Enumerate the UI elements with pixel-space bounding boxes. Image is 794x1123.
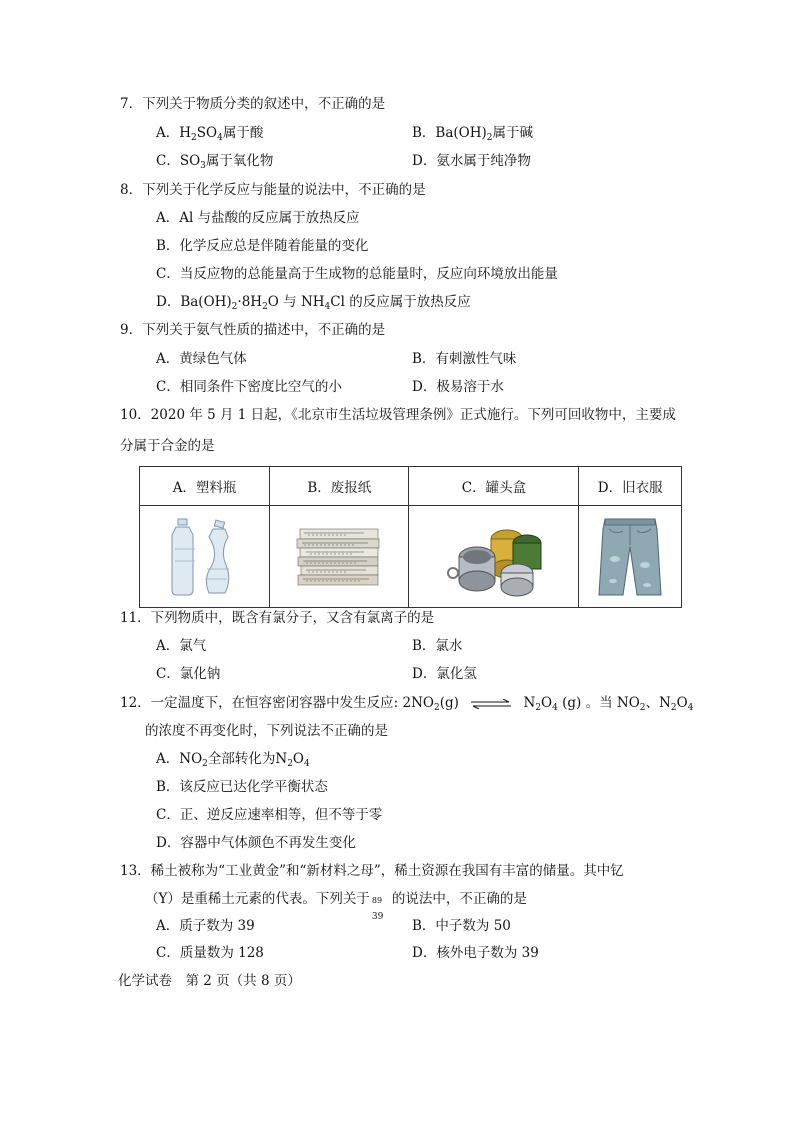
q8-option-d: D．$Ba(OH)_2\cdot 8H_2O$ 与 $NH_4Cl$ 的反应属于放热反应 — [156, 294, 471, 312]
q9-stem: 9．下列关于氨气性质的描述中，不正确的是 — [120, 322, 386, 338]
q9-option-d: D．极易溶于水 — [412, 379, 504, 395]
q7-option-a: A．$H_2SO_4$属于酸 — [156, 125, 264, 143]
q12-stem-line2: 的浓度不再变化时，下列说法不正确的是 — [145, 723, 388, 739]
q13-option-a: A．质子数为 39 — [156, 918, 255, 934]
q11-option-a: A．氯气 — [156, 638, 207, 654]
q12-option-b: B．该反应已达化学平衡状态 — [156, 779, 328, 795]
q13-option-d: D．核外电子数为 39 — [412, 945, 539, 961]
q10-header-b: B．废报纸 — [270, 467, 409, 506]
page-footer: 化学试卷 第 2 页（共 8 页） — [118, 973, 301, 989]
q11-stem: 11．下列物质中，既含有氯分子，又含有氯离子的是 — [120, 610, 435, 626]
q8-option-a: A．Al 与盐酸的反应属于放热反应 — [156, 210, 360, 226]
q10-stem-line2: 分属于合金的是 — [120, 438, 215, 454]
q12-stem-line1: 12．一定温度下，在恒容密闭容器中发生反应: $2NO_2(g)$ $N_2O_4$ (g) 。当 $NO_2$、$N_2O_4$ — [120, 695, 694, 713]
q9-option-a: A．黄绿色气体 — [156, 351, 247, 367]
q7-option-d: D．氨水属于纯净物 — [412, 153, 531, 169]
q7-option-b: B．$Ba(OH)_2$属于碱 — [412, 125, 533, 143]
tin-cans-image — [409, 506, 579, 608]
q11-option-d: D．氯化氢 — [412, 666, 477, 682]
q11-option-b: B．氯水 — [412, 638, 463, 654]
equilibrium-arrow-icon — [469, 699, 513, 709]
q9-option-c: C．相同条件下密度比空气的小 — [156, 379, 342, 395]
old-jeans-image — [579, 506, 682, 608]
q10-header-c: C．罐头盒 — [409, 467, 579, 506]
q8-option-c: C．当反应物的总能量高于生成物的总能量时，反应向环境放出能量 — [156, 266, 558, 282]
q7-option-c: C．$SO_3$属于氧化物 — [156, 153, 274, 171]
q10-header-d: D．旧衣服 — [579, 467, 682, 506]
q13-option-c: C．质量数为 128 — [156, 945, 264, 961]
q13-option-b: B．中子数为 50 — [412, 918, 511, 934]
q13-stem-line1: 13．稀土被称为“工业黄金”和“新材料之母”，稀土资源在我国有丰富的储量。其中钇 — [120, 863, 624, 879]
q8-stem: 8．下列关于化学反应与能量的说法中，不正确的是 — [120, 182, 426, 198]
q10-stem-line1: 10．2020 年 5 月 1 日起，《北京市生活垃圾管理条例》正式施行。下列可回收物中，主要成 — [120, 407, 676, 423]
q12-option-d: D．容器中气体颜色不再发生变化 — [156, 835, 356, 851]
q8-option-b: B．化学反应总是伴随着能量的变化 — [156, 238, 369, 254]
q10-header-a: A．塑料瓶 — [140, 467, 270, 506]
plastic-bottles-image — [140, 506, 270, 608]
q11-option-c: C．氯化钠 — [156, 666, 221, 682]
q7-stem: 7．下列关于物质分类的叙述中，不正确的是 — [120, 96, 386, 112]
q10-options-table — [139, 466, 682, 608]
q12-option-c: C．正、逆反应速率相等，但不等于零 — [156, 807, 383, 823]
q13-stem-line2: （Y）是重稀土元素的代表。下列关于 89 39 的说法中，不正确的是 — [145, 891, 527, 922]
q12-option-a: A．$NO_2$全部转化为$N_2O_4$ — [156, 751, 310, 769]
newspapers-image — [270, 506, 409, 608]
q9-option-b: B．有刺激性气味 — [412, 351, 517, 367]
